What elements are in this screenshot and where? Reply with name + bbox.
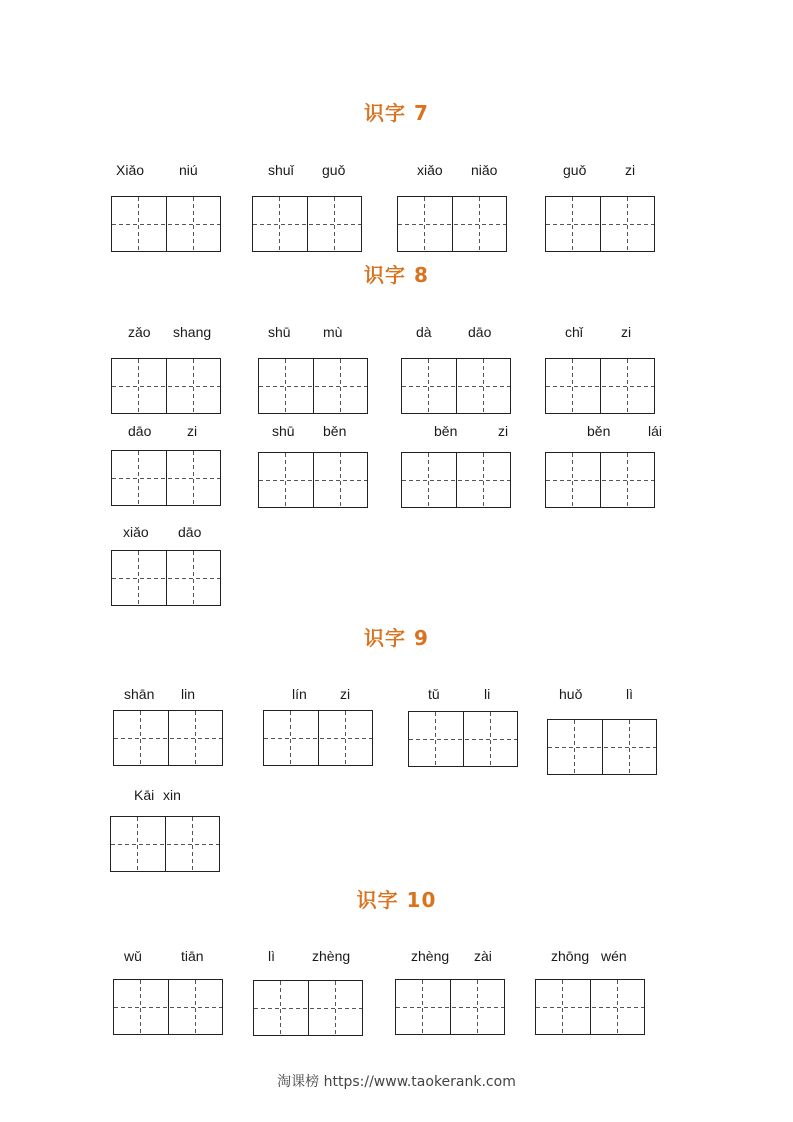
writing-grid[interactable] (113, 979, 223, 1035)
writing-grid[interactable] (545, 452, 655, 508)
pinyin-1: chǐ (565, 324, 583, 340)
pinyin-2: xin (163, 787, 181, 803)
practice-item (263, 685, 375, 775)
pinyin-1: huǒ (559, 686, 583, 702)
practice-item (111, 523, 223, 613)
practice-item (258, 323, 370, 413)
practice-item (545, 161, 657, 251)
pinyin-2: zi (498, 423, 509, 439)
pinyin-2: wén (601, 948, 627, 964)
writing-grid[interactable] (547, 719, 657, 775)
pinyin-2: lin (181, 686, 196, 702)
pinyin-2: dāo (178, 524, 202, 540)
practice-item (401, 422, 513, 512)
pinyin-2: guǒ (322, 162, 346, 178)
practice-item (111, 422, 223, 512)
pinyin-1: Kāi (134, 787, 155, 803)
pinyin-2: shang (173, 324, 212, 340)
pinyin-2: zhèng (312, 948, 351, 964)
pinyin-1: běn (434, 423, 458, 439)
pinyin-2: niǎo (471, 162, 498, 178)
practice-item (545, 422, 663, 512)
practice-item (535, 947, 647, 1037)
practice-item (111, 161, 223, 251)
practice-item (408, 685, 520, 775)
practice-item (113, 685, 225, 775)
writing-grid[interactable] (401, 452, 511, 508)
pinyin-1: zǎo (128, 324, 151, 340)
writing-grid[interactable] (408, 711, 518, 767)
pinyin-1: Xiǎo (116, 162, 145, 178)
writing-grid[interactable] (253, 980, 363, 1036)
section-title-8: 识字 8 (364, 263, 429, 287)
practice-item (253, 947, 365, 1037)
pinyin-1: zhèng (411, 948, 450, 964)
pinyin-1: shuǐ (268, 162, 294, 178)
pinyin-2: zi (340, 686, 351, 702)
pinyin-1: shān (124, 686, 155, 702)
pinyin-2: li (484, 686, 491, 702)
pinyin-1: shū (268, 324, 291, 340)
pinyin-2: zi (625, 162, 636, 178)
section-title-7: 识字 7 (364, 101, 429, 125)
writing-grid[interactable] (258, 452, 368, 508)
practice-item (397, 161, 509, 251)
footer-watermark: 淘课榜 https://www.taokerank.com (277, 1074, 516, 1090)
practice-item (545, 323, 657, 413)
pinyin-1: dāo (128, 423, 152, 439)
pinyin-1: wǔ (124, 948, 142, 964)
practice-item (258, 422, 370, 512)
pinyin-2: mù (323, 324, 343, 340)
writing-grid[interactable] (395, 979, 505, 1035)
pinyin-1: zhōng (551, 948, 590, 964)
pinyin-2: lái (648, 423, 663, 439)
writing-grid[interactable] (397, 196, 507, 252)
pinyin-1: dà (416, 324, 432, 340)
practice-item (113, 947, 225, 1037)
writing-grid[interactable] (263, 710, 373, 766)
pinyin-1: xiǎo (123, 524, 149, 540)
section-title-10: 识字 10 (356, 888, 437, 912)
pinyin-1: lì (268, 948, 275, 964)
writing-grid[interactable] (110, 816, 220, 872)
section-title-9: 识字 9 (364, 626, 429, 650)
practice-item (252, 161, 364, 251)
practice-item (395, 947, 507, 1037)
writing-grid[interactable] (545, 196, 655, 252)
practice-item (547, 685, 659, 775)
writing-grid[interactable] (111, 196, 221, 252)
writing-grid[interactable] (535, 979, 645, 1035)
pinyin-2: lì (626, 686, 633, 702)
practice-item (111, 323, 223, 413)
pinyin-1: tǔ (428, 686, 440, 702)
writing-grid[interactable] (258, 358, 368, 414)
pinyin-1: běn (587, 423, 611, 439)
writing-grid[interactable] (111, 358, 221, 414)
pinyin-2: zài (474, 948, 492, 964)
pinyin-1: guǒ (563, 162, 587, 178)
writing-grid[interactable] (113, 710, 223, 766)
pinyin-1: shū (272, 423, 295, 439)
pinyin-2: zi (621, 324, 632, 340)
pinyin-1: lín (292, 686, 307, 702)
pinyin-2: dāo (468, 324, 492, 340)
pinyin-2: zi (187, 423, 198, 439)
practice-item (110, 786, 222, 876)
pinyin-1: xiǎo (417, 162, 443, 178)
writing-grid[interactable] (545, 358, 655, 414)
writing-grid[interactable] (111, 450, 221, 506)
writing-grid[interactable] (111, 550, 221, 606)
writing-grid[interactable] (401, 358, 511, 414)
writing-grid[interactable] (252, 196, 362, 252)
pinyin-2: běn (323, 423, 347, 439)
practice-item (401, 323, 513, 413)
pinyin-2: niú (179, 162, 198, 178)
pinyin-2: tiān (181, 948, 204, 964)
